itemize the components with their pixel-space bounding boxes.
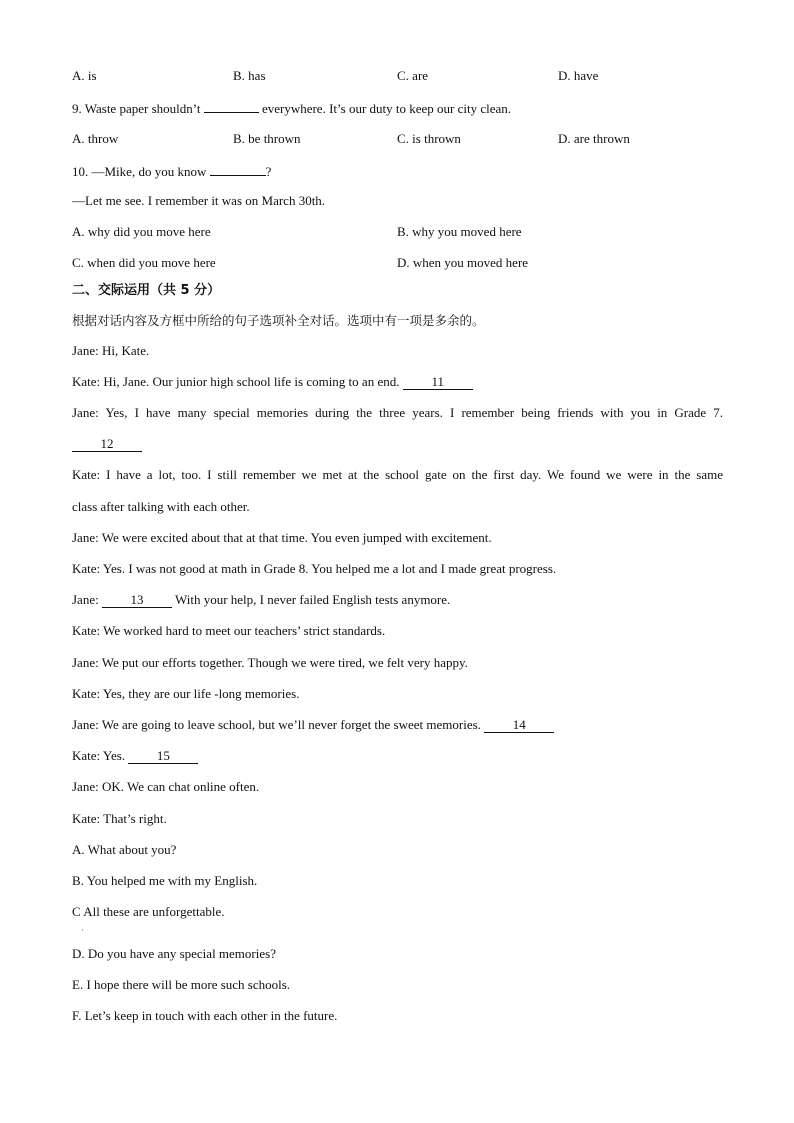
dialogue-line-7-speaker: Jane:	[72, 592, 99, 607]
q9-blank	[204, 99, 259, 113]
q10-option-a: A. why did you move here	[72, 224, 211, 239]
dialogue-line-13: Jane: OK. We can chat online often.	[72, 779, 260, 794]
dialogue-line-9: Jane: We put our efforts together. Though we were tired, we felt very happy.	[72, 655, 468, 670]
q9-option-a: A. throw	[72, 131, 119, 146]
dialogue-line-4-cont: class after talking with each other.	[72, 499, 250, 514]
choice-f: F. Let’s keep in touch with each other in the future.	[72, 1008, 338, 1023]
q9-option-c: C. is thrown	[397, 131, 461, 146]
dialogue-line-7	[72, 592, 450, 608]
blank-12: 12	[72, 437, 142, 452]
section-heading: 二、交际运用（共 5 分）	[72, 283, 221, 298]
q10-reply: —Let me see. I remember it was on March 30th.	[72, 193, 326, 208]
dialogue-line-2	[72, 374, 473, 390]
q9-option-d: D. are thrown	[558, 131, 630, 146]
stray-dot-mark: ·	[81, 926, 84, 935]
choice-a: A. What about you?	[72, 842, 177, 857]
q10-blank	[210, 162, 266, 176]
q10-option-d: D. when you moved here	[397, 255, 529, 270]
dialogue-line-7-text: With your help, I never failed English tests anymore.	[174, 592, 451, 607]
q9-stem	[72, 99, 511, 117]
q10-option-c: C. when did you move here	[72, 255, 216, 270]
choice-b: B. You helped me with my English.	[72, 873, 258, 888]
dialogue-line-11-text: Jane: We are going to leave school, but we’ll never forget the sweet memories.	[72, 717, 481, 732]
q8-option-c: C. are	[397, 68, 429, 83]
q9-option-b: B. be thrown	[233, 131, 301, 146]
blank-14: 14	[484, 718, 554, 733]
dialogue-line-12-text: Kate: Yes.	[72, 748, 126, 763]
q9-prefix: 9. Waste paper shouldn’t	[72, 101, 201, 116]
q9-suffix: everywhere. It’s our duty to keep our city clean.	[261, 101, 512, 116]
dialogue-line-1: Jane: Hi, Kate.	[72, 343, 150, 358]
dialogue-line-2-text: Kate: Hi, Jane. Our junior high school life is coming to an end.	[72, 374, 400, 389]
dialogue-line-4: Kate: I have a lot, too. I still remember we met at the school gate on the first day. We found we were in the same	[72, 467, 723, 482]
blank-12-line	[72, 436, 142, 452]
dialogue-line-11	[72, 717, 554, 733]
dialogue-line-12	[72, 748, 198, 764]
q10-prefix: 10. —Mike, do you know	[72, 164, 207, 179]
q10-stem	[72, 162, 271, 180]
q8-option-d: D. have	[558, 68, 599, 83]
q10-suffix: ?	[265, 164, 272, 179]
q8-option-a: A. is	[72, 68, 97, 83]
dialogue-line-8: Kate: We worked hard to meet our teachers’ strict standards.	[72, 623, 386, 638]
blank-15: 15	[128, 749, 198, 764]
q10-option-b: B. why you moved here	[397, 224, 522, 239]
blank-13: 13	[102, 593, 172, 608]
dialogue-line-10: Kate: Yes, they are our life -long memories.	[72, 686, 300, 701]
dialogue-line-3: Jane: Yes, I have many special memories during the three years. I remember being friends with you in Grade 7.	[72, 405, 723, 420]
choice-e: E. I hope there will be more such schools.	[72, 977, 291, 992]
blank-11: 11	[403, 375, 473, 390]
dialogue-line-14: Kate: That’s right.	[72, 811, 167, 826]
dialogue-line-5: Jane: We were excited about that at that time. You even jumped with excitement.	[72, 530, 492, 545]
choice-d: D. Do you have any special memories?	[72, 946, 276, 961]
section-instruction: 根据对话内容及方框中所给的句子选项补全对话。选项中有一项是多余的。	[72, 313, 485, 328]
dialogue-line-6: Kate: Yes. I was not good at math in Grade 8. You helped me a lot and I made great progress.	[72, 561, 557, 576]
q8-option-b: B. has	[233, 68, 266, 83]
choice-c: C All these are unforgettable.	[72, 904, 225, 919]
